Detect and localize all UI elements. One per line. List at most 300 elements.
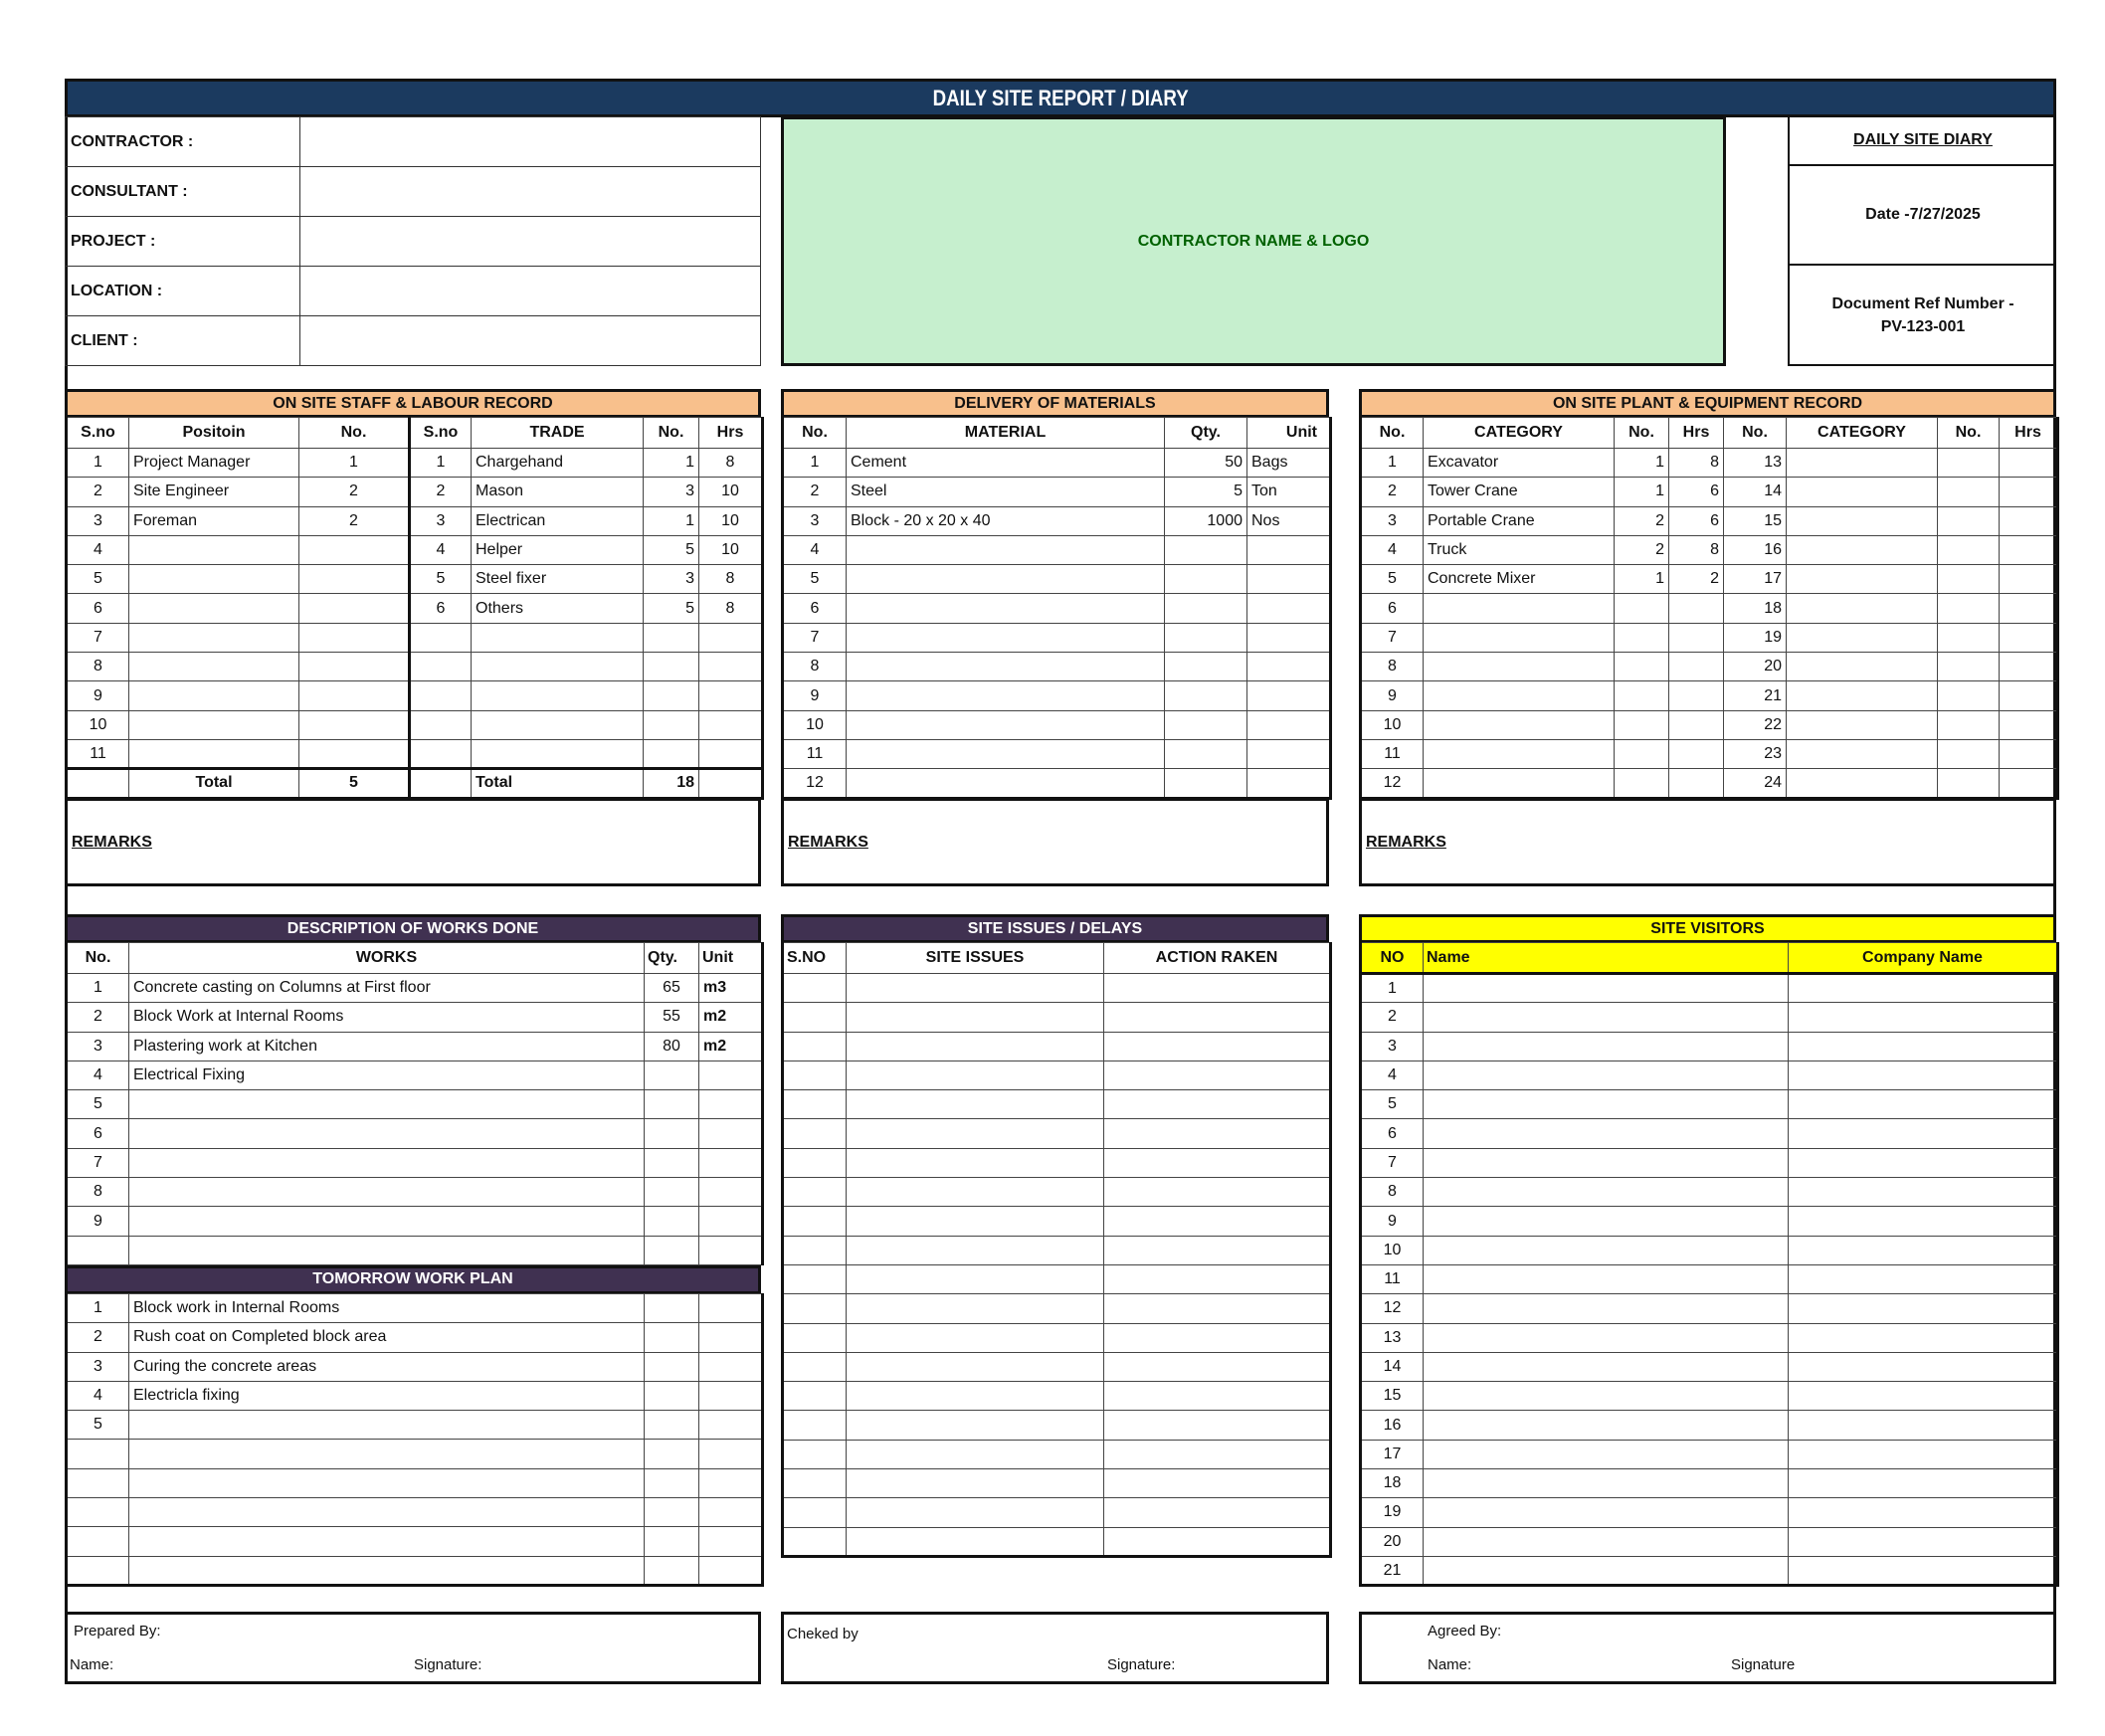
equipment-row-cell[interactable]: 21	[1724, 681, 1787, 710]
works-row-cell[interactable]: 55	[645, 1003, 699, 1032]
staff-row-cell[interactable]	[699, 623, 763, 652]
issue-cell[interactable]	[847, 1382, 1104, 1411]
visitor-name-cell[interactable]	[1424, 1090, 1789, 1119]
material-row-cell[interactable]: Steel	[847, 478, 1165, 506]
equipment-row-cell[interactable]	[1787, 653, 1938, 681]
equipment-row-cell[interactable]: 2	[1615, 506, 1669, 535]
issue-cell[interactable]	[1104, 1061, 1331, 1089]
visitor-name-cell[interactable]	[1424, 1264, 1789, 1293]
staff-row-cell[interactable]: 2	[299, 506, 410, 535]
visitor-company-cell[interactable]	[1789, 1294, 2058, 1323]
tomorrow-row-cell[interactable]	[645, 1527, 699, 1556]
equipment-row-cell[interactable]: Portable Crane	[1424, 506, 1615, 535]
equipment-row-cell[interactable]	[1424, 769, 1615, 798]
material-row-cell[interactable]	[1165, 594, 1247, 623]
works-row-cell[interactable]: 8	[67, 1178, 129, 1207]
issue-cell[interactable]	[847, 1090, 1104, 1119]
tomorrow-row-cell[interactable]: Curing the concrete areas	[129, 1352, 645, 1381]
equipment-row-cell[interactable]: 12	[1361, 769, 1424, 798]
material-row-cell[interactable]: 12	[783, 769, 847, 798]
issue-cell[interactable]	[847, 1003, 1104, 1032]
material-row-cell[interactable]: 50	[1165, 449, 1247, 478]
equipment-row-cell[interactable]: 10	[1361, 710, 1424, 739]
staff-row-cell[interactable]: 3	[644, 565, 699, 594]
issue-cell[interactable]	[783, 1382, 847, 1411]
issue-cell[interactable]	[847, 1032, 1104, 1061]
staff-row-cell[interactable]: 3	[410, 506, 472, 535]
staff-row-cell[interactable]	[129, 710, 299, 739]
staff-row-cell[interactable]	[129, 565, 299, 594]
equipment-row-cell[interactable]	[2000, 769, 2058, 798]
equipment-row-cell[interactable]: 22	[1724, 710, 1787, 739]
visitor-company-cell[interactable]	[1789, 1178, 2058, 1207]
tomorrow-row-cell[interactable]	[67, 1440, 129, 1468]
staff-row-cell[interactable]: 10	[67, 710, 129, 739]
material-row-cell[interactable]: 11	[783, 739, 847, 768]
works-row-cell[interactable]: 5	[67, 1090, 129, 1119]
visitor-name-cell[interactable]	[1424, 1498, 1789, 1527]
equipment-row-cell[interactable]	[1424, 653, 1615, 681]
equipment-row-cell[interactable]	[1938, 506, 2000, 535]
works-row-cell[interactable]: 6	[67, 1119, 129, 1148]
staff-row-cell[interactable]	[129, 594, 299, 623]
equipment-row-cell[interactable]: 17	[1724, 565, 1787, 594]
staff-row-cell[interactable]: Mason	[472, 478, 644, 506]
staff-row-cell[interactable]	[472, 653, 644, 681]
equipment-row-cell[interactable]	[1787, 739, 1938, 768]
equipment-row-cell[interactable]	[1669, 623, 1724, 652]
staff-row-cell[interactable]: 2	[299, 478, 410, 506]
staff-row-cell[interactable]	[299, 710, 410, 739]
issue-cell[interactable]	[1104, 1090, 1331, 1119]
issue-cell[interactable]	[1104, 1411, 1331, 1440]
issue-cell[interactable]	[783, 1469, 847, 1498]
tomorrow-row-cell[interactable]: 5	[67, 1411, 129, 1440]
staff-row-cell[interactable]: 6	[67, 594, 129, 623]
visitor-name-cell[interactable]	[1424, 1411, 1789, 1440]
issue-cell[interactable]	[783, 1032, 847, 1061]
staff-row-cell[interactable]: 5	[410, 565, 472, 594]
works-row-cell[interactable]	[129, 1207, 645, 1236]
staff-row-cell[interactable]: 5	[67, 565, 129, 594]
material-row-cell[interactable]: 10	[783, 710, 847, 739]
equipment-row-cell[interactable]: 19	[1724, 623, 1787, 652]
material-row-cell[interactable]: 7	[783, 623, 847, 652]
project-value[interactable]	[300, 217, 761, 267]
issue-cell[interactable]	[1104, 1032, 1331, 1061]
tomorrow-row-cell[interactable]	[699, 1556, 763, 1585]
staff-row-cell[interactable]: Helper	[472, 535, 644, 564]
staff-row-cell[interactable]: 2	[410, 478, 472, 506]
material-row-cell[interactable]: 5	[1165, 478, 1247, 506]
issue-cell[interactable]	[783, 1294, 847, 1323]
issue-cell[interactable]	[847, 1178, 1104, 1207]
tomorrow-row-cell[interactable]	[699, 1293, 763, 1322]
issue-cell[interactable]	[783, 1411, 847, 1440]
equipment-row-cell[interactable]	[1938, 710, 2000, 739]
material-row-cell[interactable]: 1	[783, 449, 847, 478]
equipment-row-cell[interactable]	[1424, 710, 1615, 739]
staff-row-cell[interactable]: Steel fixer	[472, 565, 644, 594]
equipment-row-cell[interactable]: Excavator	[1424, 449, 1615, 478]
material-row-cell[interactable]	[1165, 565, 1247, 594]
works-row-cell[interactable]: 2	[67, 1003, 129, 1032]
works-row-cell[interactable]	[645, 1090, 699, 1119]
material-row-cell[interactable]: 6	[783, 594, 847, 623]
tomorrow-row-cell[interactable]	[699, 1498, 763, 1527]
visitor-company-cell[interactable]	[1789, 1469, 2058, 1498]
tomorrow-row-cell[interactable]: Rush coat on Completed block area	[129, 1323, 645, 1352]
material-row-cell[interactable]: Block - 20 x 20 x 40	[847, 506, 1165, 535]
tomorrow-row-cell[interactable]: 1	[67, 1293, 129, 1322]
tomorrow-row-cell[interactable]	[645, 1498, 699, 1527]
staff-row-cell[interactable]: 10	[699, 506, 763, 535]
staff-row-cell[interactable]	[410, 653, 472, 681]
issue-cell[interactable]	[1104, 1148, 1331, 1177]
works-row-cell[interactable]	[699, 1236, 763, 1264]
issue-cell[interactable]	[847, 1119, 1104, 1148]
equipment-row-cell[interactable]	[2000, 710, 2058, 739]
issue-cell[interactable]	[1104, 1469, 1331, 1498]
tomorrow-row-cell[interactable]	[699, 1440, 763, 1468]
staff-row-cell[interactable]	[699, 739, 763, 768]
equipment-row-cell[interactable]	[1787, 565, 1938, 594]
staff-row-cell[interactable]: 6	[410, 594, 472, 623]
material-row-cell[interactable]	[847, 565, 1165, 594]
equipment-row-cell[interactable]: 11	[1361, 739, 1424, 768]
works-row-cell[interactable]: m2	[699, 1032, 763, 1061]
staff-row-cell[interactable]: 4	[67, 535, 129, 564]
staff-row-cell[interactable]	[299, 739, 410, 768]
staff-row-cell[interactable]	[299, 535, 410, 564]
staff-row-cell[interactable]: 3	[67, 506, 129, 535]
material-row-cell[interactable]: 9	[783, 681, 847, 710]
tomorrow-row-cell[interactable]	[67, 1498, 129, 1527]
visitor-name-cell[interactable]	[1424, 1440, 1789, 1468]
location-value[interactable]	[300, 267, 761, 316]
visitor-company-cell[interactable]	[1789, 1440, 2058, 1468]
issue-cell[interactable]	[847, 1236, 1104, 1264]
issue-cell[interactable]	[847, 1207, 1104, 1236]
works-row-cell[interactable]: 3	[67, 1032, 129, 1061]
works-row-cell[interactable]	[699, 1148, 763, 1177]
tomorrow-row-cell[interactable]	[645, 1293, 699, 1322]
staff-row-cell[interactable]	[644, 739, 699, 768]
staff-row-cell[interactable]: 10	[699, 478, 763, 506]
visitor-company-cell[interactable]	[1789, 1352, 2058, 1381]
visitor-company-cell[interactable]	[1789, 1382, 2058, 1411]
works-row-cell[interactable]: m3	[699, 974, 763, 1003]
equipment-row-cell[interactable]	[1669, 710, 1724, 739]
equipment-row-cell[interactable]	[1615, 653, 1669, 681]
issue-cell[interactable]	[1104, 1294, 1331, 1323]
visitor-company-cell[interactable]	[1789, 1119, 2058, 1148]
equipment-row-cell[interactable]	[1669, 681, 1724, 710]
material-row-cell[interactable]	[847, 739, 1165, 768]
visitor-company-cell[interactable]	[1789, 1411, 2058, 1440]
visitor-company-cell[interactable]	[1789, 1323, 2058, 1352]
works-row-cell[interactable]	[645, 1207, 699, 1236]
equipment-row-cell[interactable]	[2000, 623, 2058, 652]
tomorrow-row-cell[interactable]	[129, 1498, 645, 1527]
staff-row-cell[interactable]: 8	[67, 653, 129, 681]
tomorrow-row-cell[interactable]	[645, 1352, 699, 1381]
equipment-row-cell[interactable]	[2000, 653, 2058, 681]
tomorrow-row-cell[interactable]	[67, 1527, 129, 1556]
equipment-row-cell[interactable]	[1424, 739, 1615, 768]
tomorrow-row-cell[interactable]	[645, 1556, 699, 1585]
issue-cell[interactable]	[1104, 1178, 1331, 1207]
material-row-cell[interactable]	[1247, 681, 1331, 710]
equipment-row-cell[interactable]: 15	[1724, 506, 1787, 535]
visitor-company-cell[interactable]	[1789, 1556, 2058, 1585]
issue-cell[interactable]	[1104, 1264, 1331, 1293]
tomorrow-row-cell[interactable]	[699, 1352, 763, 1381]
staff-row-cell[interactable]: Site Engineer	[129, 478, 299, 506]
works-row-cell[interactable]	[645, 1061, 699, 1089]
issue-cell[interactable]	[1104, 1440, 1331, 1468]
works-row-cell[interactable]	[129, 1148, 645, 1177]
agreed-by-box[interactable]	[1359, 1612, 2056, 1684]
equipment-remarks-box[interactable]	[1359, 798, 2056, 886]
material-row-cell[interactable]: 1000	[1165, 506, 1247, 535]
tomorrow-row-cell[interactable]	[645, 1440, 699, 1468]
staff-row-cell[interactable]: Chargehand	[472, 449, 644, 478]
contractor-value[interactable]	[300, 117, 761, 167]
works-row-cell[interactable]: 9	[67, 1207, 129, 1236]
equipment-row-cell[interactable]	[2000, 681, 2058, 710]
equipment-row-cell[interactable]: 6	[1669, 506, 1724, 535]
equipment-row-cell[interactable]: 1	[1615, 565, 1669, 594]
issue-cell[interactable]	[1104, 1527, 1331, 1556]
material-row-cell[interactable]	[847, 681, 1165, 710]
equipment-row-cell[interactable]: 24	[1724, 769, 1787, 798]
staff-row-cell[interactable]: 1	[410, 449, 472, 478]
equipment-row-cell[interactable]	[1615, 739, 1669, 768]
issue-cell[interactable]	[783, 1440, 847, 1468]
equipment-row-cell[interactable]: 6	[1669, 478, 1724, 506]
material-row-cell[interactable]	[1247, 653, 1331, 681]
equipment-row-cell[interactable]: 1	[1361, 449, 1424, 478]
works-row-cell[interactable]	[699, 1090, 763, 1119]
equipment-row-cell[interactable]	[1938, 535, 2000, 564]
equipment-row-cell[interactable]	[1669, 739, 1724, 768]
visitor-name-cell[interactable]	[1424, 1323, 1789, 1352]
equipment-row-cell[interactable]	[1615, 710, 1669, 739]
issue-cell[interactable]	[847, 1440, 1104, 1468]
staff-remarks-box[interactable]	[65, 798, 761, 886]
equipment-row-cell[interactable]	[1424, 681, 1615, 710]
staff-row-cell[interactable]: Electrican	[472, 506, 644, 535]
material-row-cell[interactable]: Ton	[1247, 478, 1331, 506]
issue-cell[interactable]	[847, 1527, 1104, 1556]
tomorrow-row-cell[interactable]	[699, 1468, 763, 1497]
material-row-cell[interactable]: 4	[783, 535, 847, 564]
equipment-row-cell[interactable]: 16	[1724, 535, 1787, 564]
equipment-row-cell[interactable]	[1787, 710, 1938, 739]
material-row-cell[interactable]	[847, 653, 1165, 681]
visitor-name-cell[interactable]	[1424, 1352, 1789, 1381]
contractor-logo-placeholder[interactable]	[781, 116, 1726, 366]
staff-row-cell[interactable]: 10	[699, 535, 763, 564]
visitor-company-cell[interactable]	[1789, 1148, 2058, 1177]
material-row-cell[interactable]: Nos	[1247, 506, 1331, 535]
equipment-row-cell[interactable]	[1938, 739, 2000, 768]
staff-row-cell[interactable]: 8	[699, 594, 763, 623]
material-row-cell[interactable]	[1247, 710, 1331, 739]
staff-row-cell[interactable]	[410, 681, 472, 710]
document-ref[interactable]	[1790, 266, 2056, 366]
works-row-cell[interactable]	[645, 1148, 699, 1177]
visitor-company-cell[interactable]	[1789, 1061, 2058, 1089]
issue-cell[interactable]	[783, 1090, 847, 1119]
visitor-name-cell[interactable]	[1424, 1469, 1789, 1498]
equipment-row-cell[interactable]	[1938, 565, 2000, 594]
prepared-by-box[interactable]	[65, 1612, 761, 1684]
equipment-row-cell[interactable]: 8	[1361, 653, 1424, 681]
visitor-company-cell[interactable]	[1789, 1527, 2058, 1556]
equipment-row-cell[interactable]	[1938, 623, 2000, 652]
equipment-row-cell[interactable]	[1787, 506, 1938, 535]
works-row-cell[interactable]: 65	[645, 974, 699, 1003]
staff-row-cell[interactable]	[129, 535, 299, 564]
tomorrow-row-cell[interactable]	[129, 1556, 645, 1585]
equipment-row-cell[interactable]	[1938, 594, 2000, 623]
visitor-company-cell[interactable]	[1789, 1090, 2058, 1119]
issue-cell[interactable]	[783, 1527, 847, 1556]
equipment-row-cell[interactable]	[2000, 739, 2058, 768]
staff-row-cell[interactable]: 7	[67, 623, 129, 652]
staff-row-cell[interactable]: 5	[644, 594, 699, 623]
tomorrow-row-cell[interactable]	[699, 1411, 763, 1440]
equipment-row-cell[interactable]	[1615, 769, 1669, 798]
equipment-row-cell[interactable]: 2	[1361, 478, 1424, 506]
staff-row-cell[interactable]	[472, 623, 644, 652]
equipment-row-cell[interactable]	[2000, 535, 2058, 564]
staff-row-cell[interactable]: 11	[67, 739, 129, 768]
material-row-cell[interactable]	[1165, 710, 1247, 739]
issue-cell[interactable]	[1104, 1236, 1331, 1264]
issue-cell[interactable]	[783, 1061, 847, 1089]
equipment-row-cell[interactable]	[1424, 594, 1615, 623]
tomorrow-row-cell[interactable]: Electricla fixing	[129, 1381, 645, 1410]
material-row-cell[interactable]	[1247, 565, 1331, 594]
issue-cell[interactable]	[847, 1061, 1104, 1089]
staff-row-cell[interactable]: 1	[644, 506, 699, 535]
material-row-cell[interactable]	[1165, 739, 1247, 768]
equipment-row-cell[interactable]: 7	[1361, 623, 1424, 652]
issue-cell[interactable]	[1104, 1207, 1331, 1236]
staff-row-cell[interactable]	[410, 623, 472, 652]
staff-row-cell[interactable]	[644, 653, 699, 681]
works-row-cell[interactable]: 1	[67, 974, 129, 1003]
issue-cell[interactable]	[847, 1411, 1104, 1440]
visitor-name-cell[interactable]	[1424, 1527, 1789, 1556]
works-row-cell[interactable]: Concrete casting on Columns at First floor	[129, 974, 645, 1003]
visitor-name-cell[interactable]	[1424, 1382, 1789, 1411]
equipment-row-cell[interactable]: 18	[1724, 594, 1787, 623]
material-row-cell[interactable]: 2	[783, 478, 847, 506]
tomorrow-row-cell[interactable]: 4	[67, 1381, 129, 1410]
visitor-company-cell[interactable]	[1789, 974, 2058, 1003]
equipment-row-cell[interactable]	[1669, 653, 1724, 681]
equipment-row-cell[interactable]	[1938, 478, 2000, 506]
tomorrow-row-cell[interactable]	[67, 1468, 129, 1497]
staff-row-cell[interactable]: 8	[699, 449, 763, 478]
issue-cell[interactable]	[1104, 1498, 1331, 1527]
material-row-cell[interactable]	[1247, 739, 1331, 768]
equipment-row-cell[interactable]: 23	[1724, 739, 1787, 768]
staff-row-cell[interactable]	[699, 710, 763, 739]
works-row-cell[interactable]	[645, 1178, 699, 1207]
issue-cell[interactable]	[783, 1323, 847, 1352]
material-row-cell[interactable]	[847, 710, 1165, 739]
works-row-cell[interactable]	[699, 1119, 763, 1148]
tomorrow-row-cell[interactable]	[129, 1468, 645, 1497]
equipment-row-cell[interactable]	[1669, 594, 1724, 623]
staff-row-cell[interactable]: Foreman	[129, 506, 299, 535]
material-row-cell[interactable]	[1247, 594, 1331, 623]
tomorrow-row-cell[interactable]	[645, 1381, 699, 1410]
equipment-row-cell[interactable]	[1938, 653, 2000, 681]
equipment-row-cell[interactable]: 1	[1615, 449, 1669, 478]
equipment-row-cell[interactable]: Tower Crane	[1424, 478, 1615, 506]
issue-cell[interactable]	[1104, 1382, 1331, 1411]
visitor-name-cell[interactable]	[1424, 1178, 1789, 1207]
staff-row-cell[interactable]: 5	[644, 535, 699, 564]
visitor-name-cell[interactable]	[1424, 1294, 1789, 1323]
equipment-row-cell[interactable]	[1787, 535, 1938, 564]
issue-cell[interactable]	[847, 1352, 1104, 1381]
equipment-row-cell[interactable]: 4	[1361, 535, 1424, 564]
equipment-row-cell[interactable]	[1938, 769, 2000, 798]
issue-cell[interactable]	[783, 1148, 847, 1177]
equipment-row-cell[interactable]	[1669, 769, 1724, 798]
staff-row-cell[interactable]	[472, 681, 644, 710]
works-row-cell[interactable]: 7	[67, 1148, 129, 1177]
issue-cell[interactable]	[783, 1207, 847, 1236]
visitor-name-cell[interactable]	[1424, 1119, 1789, 1148]
equipment-row-cell[interactable]	[1938, 449, 2000, 478]
issue-cell[interactable]	[1104, 1323, 1331, 1352]
equipment-row-cell[interactable]	[1787, 449, 1938, 478]
issue-cell[interactable]	[847, 1264, 1104, 1293]
staff-row-cell[interactable]	[644, 681, 699, 710]
issue-cell[interactable]	[847, 1148, 1104, 1177]
works-row-cell[interactable]	[699, 1207, 763, 1236]
visitor-company-cell[interactable]	[1789, 1207, 2058, 1236]
material-row-cell[interactable]	[1165, 769, 1247, 798]
visitor-company-cell[interactable]	[1789, 1264, 2058, 1293]
equipment-row-cell[interactable]: 6	[1361, 594, 1424, 623]
material-row-cell[interactable]	[1247, 769, 1331, 798]
equipment-row-cell[interactable]: 5	[1361, 565, 1424, 594]
staff-row-cell[interactable]: Project Manager	[129, 449, 299, 478]
tomorrow-row-cell[interactable]	[645, 1468, 699, 1497]
visitor-company-cell[interactable]	[1789, 1003, 2058, 1032]
issue-cell[interactable]	[1104, 1003, 1331, 1032]
staff-row-cell[interactable]	[129, 653, 299, 681]
works-row-cell[interactable]: 4	[67, 1061, 129, 1089]
material-row-cell[interactable]	[1247, 535, 1331, 564]
works-row-cell[interactable]	[645, 1236, 699, 1264]
visitor-company-cell[interactable]	[1789, 1032, 2058, 1061]
tomorrow-row-cell[interactable]	[699, 1527, 763, 1556]
material-row-cell[interactable]	[1247, 623, 1331, 652]
tomorrow-row-cell[interactable]	[129, 1411, 645, 1440]
visitor-name-cell[interactable]	[1424, 1556, 1789, 1585]
equipment-row-cell[interactable]	[1787, 594, 1938, 623]
